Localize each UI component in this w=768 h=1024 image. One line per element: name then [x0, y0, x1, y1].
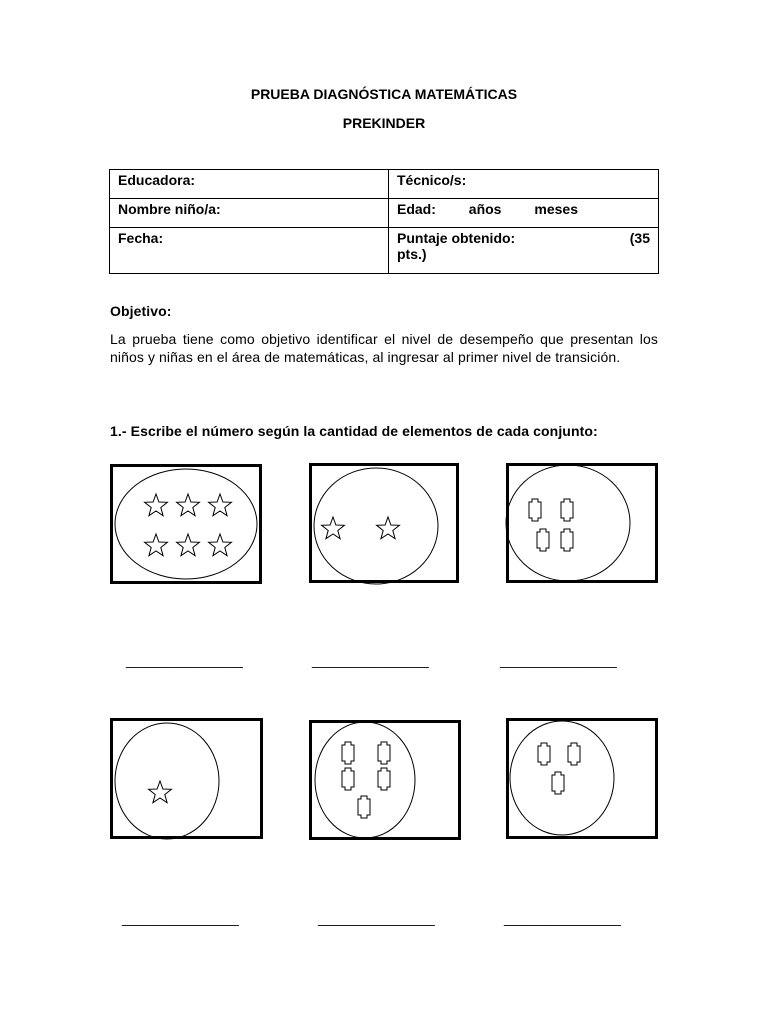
puntaje-total: (35	[629, 230, 650, 246]
star-icon	[145, 534, 168, 556]
answer-line[interactable]: _______________	[312, 652, 429, 668]
block-icon	[342, 742, 354, 764]
tecnico-cell	[389, 170, 659, 199]
answer-line[interactable]: _______________	[126, 652, 243, 668]
nombre-label: Nombre niño/a:	[118, 201, 221, 217]
document-title: PRUEBA DIAGNÓSTICA MATEMÁTICAS	[250, 86, 518, 102]
block-icon	[358, 796, 370, 818]
edad-label: Edad:	[397, 201, 436, 217]
set-figure	[506, 463, 658, 583]
star-icon	[177, 534, 200, 556]
block-icon	[561, 529, 573, 551]
educadora-label: Educadora:	[118, 172, 196, 188]
fecha-label: Fecha:	[118, 230, 164, 246]
answer-line[interactable]: _______________	[122, 910, 239, 926]
star-icon	[149, 781, 172, 803]
answer-line[interactable]: _______________	[500, 652, 617, 668]
objetivo-text: La prueba tiene como objetivo identificar el nivel de desempeño que presentan los niños y niñas en el área de matemáticas, al ingresar al primer nivel de transición.	[110, 331, 658, 365]
block-icon	[538, 743, 550, 765]
block-icon	[378, 768, 390, 790]
document-subtitle: PREKINDER	[342, 115, 426, 131]
meses-label: meses	[534, 201, 578, 217]
puntaje-label: Puntaje obtenido:	[397, 230, 516, 246]
block-icon	[529, 499, 541, 521]
answer-line[interactable]: _______________	[504, 910, 621, 926]
nombre-cell	[110, 199, 389, 228]
set-figure	[110, 464, 262, 584]
edad-cell	[389, 199, 659, 228]
block-icon	[537, 529, 549, 551]
puntaje-unit: pts.)	[397, 246, 427, 262]
educadora-cell	[110, 170, 389, 199]
block-icon	[342, 768, 354, 790]
set-figure	[309, 463, 459, 583]
star-icon	[209, 494, 232, 516]
star-icon	[377, 517, 400, 539]
set-figure	[110, 718, 263, 839]
star-icon	[322, 517, 345, 539]
answer-line[interactable]: _______________	[318, 910, 435, 926]
question-1: 1.- Escribe el número según la cantidad de elementos de cada conjunto:	[110, 423, 598, 439]
fecha-cell	[110, 228, 389, 274]
star-icon	[177, 494, 200, 516]
block-icon	[568, 743, 580, 765]
set-figure	[506, 718, 658, 839]
block-icon	[378, 742, 390, 764]
puntaje-cell	[389, 228, 659, 274]
objetivo-heading: Objetivo:	[110, 303, 172, 319]
star-icon	[209, 534, 232, 556]
tecnico-label: Técnico/s:	[397, 172, 467, 188]
block-icon	[561, 499, 573, 521]
info-table	[109, 169, 659, 274]
star-icon	[145, 494, 168, 516]
set-figure	[309, 720, 461, 840]
block-icon	[552, 772, 564, 794]
anos-label: años	[468, 201, 502, 217]
